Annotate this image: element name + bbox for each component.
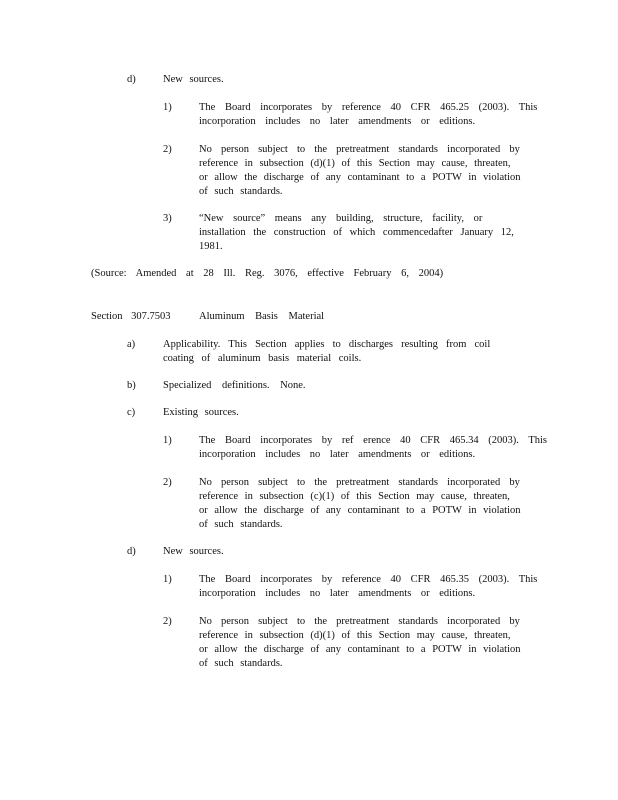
text-line: incorporation includes no later amendments or editions. xyxy=(199,449,476,460)
subsection-label: d) xyxy=(127,74,136,85)
item-text xyxy=(199,476,521,532)
text-line: reference in subsection (d)(1) of this Section may cause, threaten, xyxy=(199,630,511,641)
text-line: The Board incorporates by ref erence 40 CFR 465.34 (2003). This xyxy=(199,435,547,446)
text-line: 1981. xyxy=(199,241,223,252)
item-label: 3) xyxy=(163,213,172,224)
item-text xyxy=(199,212,519,254)
subsection-heading: Specialized definitions. None. xyxy=(163,380,306,391)
item-label: 1) xyxy=(163,574,172,585)
source-note: (Source: Amended at 28 Ill. Reg. 3076, effective February 6, 2004) xyxy=(91,268,444,279)
subsection-label: d) xyxy=(127,546,136,557)
subsection-label: a) xyxy=(127,339,136,350)
item-label: 2) xyxy=(163,477,172,488)
section-number: Section 307.7503 xyxy=(91,311,171,322)
item-label: 2) xyxy=(163,144,172,155)
text-line: Applicability. This Section applies to discharges resulting from coil xyxy=(163,339,491,350)
text-line: No person subject to the pretreatment standards incorporated by xyxy=(199,144,520,155)
text-line: incorporation includes no later amendments or editions. xyxy=(199,588,476,599)
subsection-label: c) xyxy=(127,407,136,418)
text-line: installation the construction of which commencedafter January 12, xyxy=(199,227,514,238)
subsection-heading: New sources. xyxy=(163,546,224,557)
text-line: reference in subsection (c)(1) of this Section may cause, threaten, xyxy=(199,491,510,502)
text-line: The Board incorporates by reference 40 CFR 465.35 (2003). This xyxy=(199,574,538,585)
text-line: No person subject to the pretreatment standards incorporated by xyxy=(199,616,520,627)
subsection-heading: Existing sources. xyxy=(163,407,239,418)
text-line: incorporation includes no later amendments or editions. xyxy=(199,116,476,127)
text-line: of such standards. xyxy=(199,186,283,197)
text-line: reference in subsection (d)(1) of this Section may cause, threaten, xyxy=(199,158,511,169)
section-title: Aluminum Basis Material xyxy=(199,311,325,322)
item-text xyxy=(199,615,521,671)
item-text xyxy=(199,101,538,129)
item-text xyxy=(199,434,547,462)
text-line: No person subject to the pretreatment standards incorporated by xyxy=(199,477,520,488)
text-line: or allow the discharge of any contaminant to a POTW in violation xyxy=(199,644,521,655)
subsection-label: b) xyxy=(127,380,136,391)
text-line: of such standards. xyxy=(199,519,283,530)
subsection-text xyxy=(163,338,493,366)
item-label: 1) xyxy=(163,102,172,113)
text-line: or allow the discharge of any contaminant to a POTW in violation xyxy=(199,505,521,516)
subsection-heading: New sources. xyxy=(163,74,224,85)
item-text xyxy=(199,573,538,601)
item-label: 2) xyxy=(163,616,172,627)
text-line: or allow the discharge of any contaminant to a POTW in violation xyxy=(199,172,521,183)
item-text xyxy=(199,143,521,199)
text-line: “New source” means any building, structure, facility, or xyxy=(199,213,483,224)
text-line: The Board incorporates by reference 40 CFR 465.25 (2003). This xyxy=(199,102,538,113)
text-line: of such standards. xyxy=(199,658,283,669)
text-line: coating of aluminum basis material coils. xyxy=(163,353,362,364)
item-label: 1) xyxy=(163,435,172,446)
